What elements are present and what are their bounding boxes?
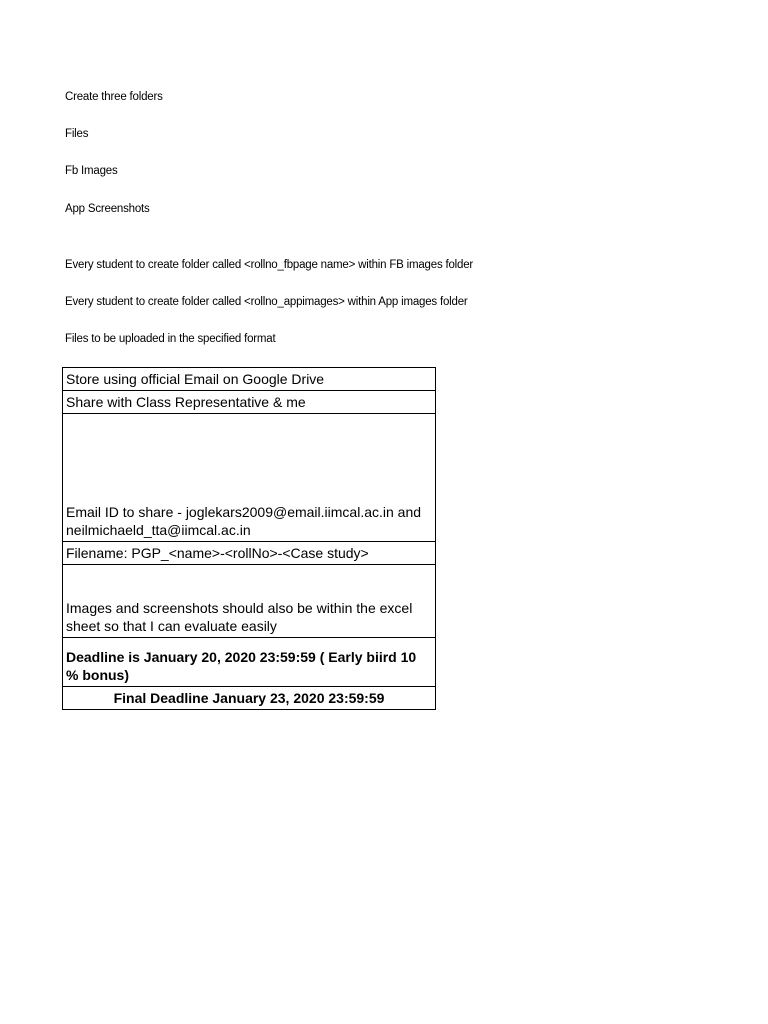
instructions-table [62, 367, 436, 710]
table-row [63, 638, 436, 687]
table-row [63, 414, 436, 542]
deadline-cell: Deadline is January 20, 2020 23:59:59 ( Early biird 10 % bonus) [63, 638, 436, 687]
folder-name-app-screenshots: App Screenshots [65, 203, 150, 215]
table-row [63, 542, 436, 565]
email-ids-cell: Email ID to share - joglekars2009@email.iimcal.ac.in and neilmichaeld_tta@iimcal.ac.in [63, 414, 436, 542]
table-row [63, 391, 436, 414]
instruction-app-folder: Every student to create folder called <rollno_appimages> within App images folder [65, 296, 468, 308]
table-row [63, 368, 436, 391]
share-instruction-cell: Share with Class Representative & me [63, 391, 436, 414]
images-instruction-cell: Images and screenshots should also be within the excel sheet so that I can evaluate easily [63, 565, 436, 638]
filename-format-cell: Filename: PGP_<name>-<rollNo>-<Case study> [63, 542, 436, 565]
storage-instruction-cell: Store using official Email on Google Drive [63, 368, 436, 391]
folder-name-fb-images: Fb Images [65, 165, 118, 177]
instruction-create-folders: Create three folders [65, 91, 163, 103]
table-row [63, 687, 436, 710]
instruction-upload-format: Files to be uploaded in the specified format [65, 333, 276, 345]
final-deadline-cell: Final Deadline January 23, 2020 23:59:59 [63, 687, 436, 710]
folder-name-files: Files [65, 128, 89, 140]
instruction-fb-folder: Every student to create folder called <rollno_fbpage name> within FB images folder [65, 259, 474, 271]
table-row [63, 565, 436, 638]
